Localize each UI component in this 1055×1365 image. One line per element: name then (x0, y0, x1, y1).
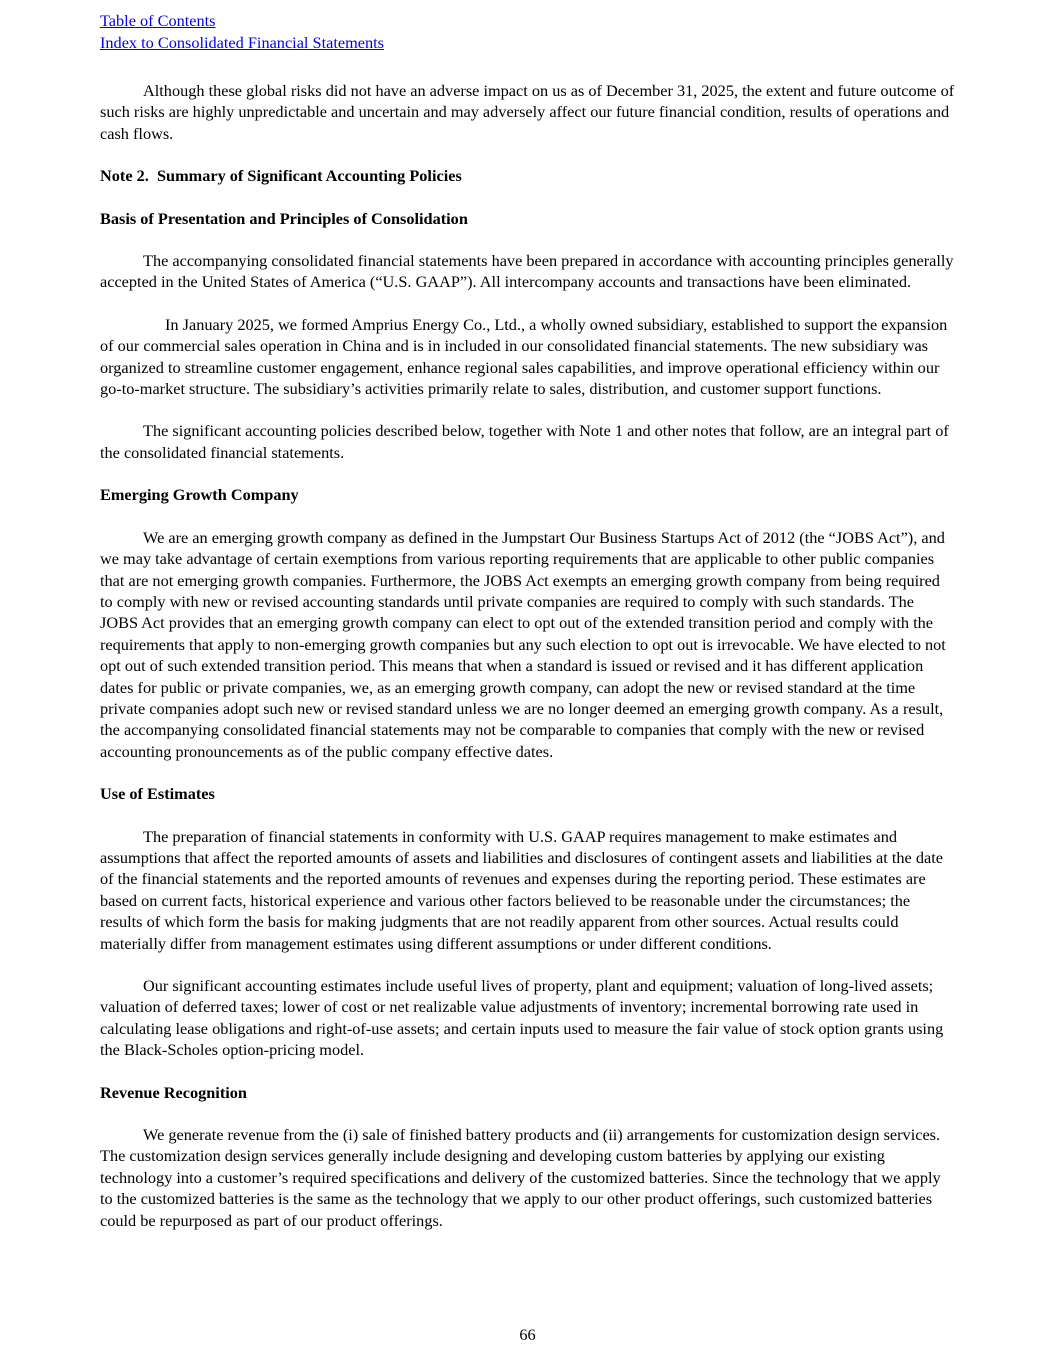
paragraph-significant-estimates: Our significant accounting estimates include useful lives of property, plant and equipment; valuation of long-lived assets; valuation of deferred taxes; lower of cost or net realizable value adjustments of inventory; incremental borrowing rate used in calculating lease obligations and right-of-use assets; and certain inputs used to measure the fair value of stock option grants using the Black-Scholes option-pricing model. (100, 976, 944, 1060)
heading-emerging-growth-company: Emerging Growth Company (100, 485, 299, 505)
header-links (100, 10, 955, 54)
paragraph-amprius-energy-subsidiary: In January 2025, we formed Amprius Energy Co., Ltd., a wholly owned subsidiary, established to support the expansion of our commercial sales operation in China and is in included in our consolidated financial statements. The new subsidiary was organized to streamline customer engagement, enhance regional sales capabilities, and improve operational efficiency within our go-to-market structure. The subsidiary’s activities primarily relate to sales, distribution, and customer support functions. (100, 314, 948, 399)
paragraph-revenue-recognition: We generate revenue from the (i) sale of finished battery products and (ii) arrangements for customization design services. The customization design services generally include designing and developing custom batteries by applying our existing technology into a customer’s required specifications and delivery of the customized batteries. Since the technology that we apply to the customized batteries is the same as the technology that we apply to our other product offerings, such customized batteries could be repurposed as part of our product offerings. (100, 1125, 941, 1230)
link-row (100, 10, 955, 32)
heading-basis-of-presentation: Basis of Presentation and Principles of Consolidation (100, 208, 468, 228)
paragraph-use-of-estimates: The preparation of financial statements in conformity with U.S. GAAP requires management to make estimates and assumptions that affect the reported amounts of assets and liabilities and disclosures of contingent assets and liabilities at the date of the financial statements and the reported amounts of revenues and expenses during the reporting period. These estimates are based on current facts, historical experience and various other factors believed to be reasonable under the circumstances; the results of which form the basis for making judgments that are not readily apparent from other sources. Actual results could materially differ from management estimates using different assumptions or under different conditions. (100, 826, 943, 953)
paragraph-emerging-growth-company: We are an emerging growth company as defined in the Jumpstart Our Business Startups Act of 2012 (the “JOBS Act”), and we may take advantage of certain exemptions from various reporting requirements that are applicable to other public companies that are not emerging growth companies. Furthermore, the JOBS Act exempts an emerging growth company from being required to comply with new or revised accounting standards until private companies are required to comply with such standards. The JOBS Act provides that an emerging growth company can elect to opt out of the extended transition period and comply with the requirements that apply to non-emerging growth companies but any such election to opt out is irrevocable. We have elected to not opt out of such extended transition period. This means that when a standard is issued or revised and it has different application dates for public or private companies, we, as an emerging growth company, can adopt the new or revised standard at the time private companies adopt such new or revised standard unless we are no longer deemed an emerging growth company. As a result, the accompanying consolidated financial statements may not be comparable to companies that comply with the new or revised accounting pronouncements as of the public company effective dates. (100, 527, 946, 761)
index-to-consolidated-financial-statements-link[interactable]: Index to Consolidated Financial Statements (100, 33, 384, 52)
paragraph-significant-policies: The significant accounting policies described below, together with Note 1 and other notes that follow, are an integral part of the consolidated financial statements. (100, 421, 949, 462)
paragraph-global-risks: Although these global risks did not have an adverse impact on us as of December 31, 2025, the extent and future outcome of such risks are highly unpredictable and uncertain and may adversely affect our future financial condition, results of operations and cash flows. (100, 81, 955, 143)
heading-use-of-estimates: Use of Estimates (100, 784, 215, 804)
link-row (100, 32, 955, 54)
page-number: 66 (519, 1324, 536, 1344)
heading-note-2-summary: Note 2. Summary of Significant Accounting Policies (100, 166, 462, 186)
table-of-contents-link[interactable]: Table of Contents (100, 11, 216, 30)
heading-revenue-recognition: Revenue Recognition (100, 1082, 247, 1102)
paragraph-basis-gaap: The accompanying consolidated financial statements have been prepared in accordance with accounting principles generally accepted in the United States of America (“U.S. GAAP”). All intercompany accounts and transactions have been eliminated. (100, 251, 954, 292)
